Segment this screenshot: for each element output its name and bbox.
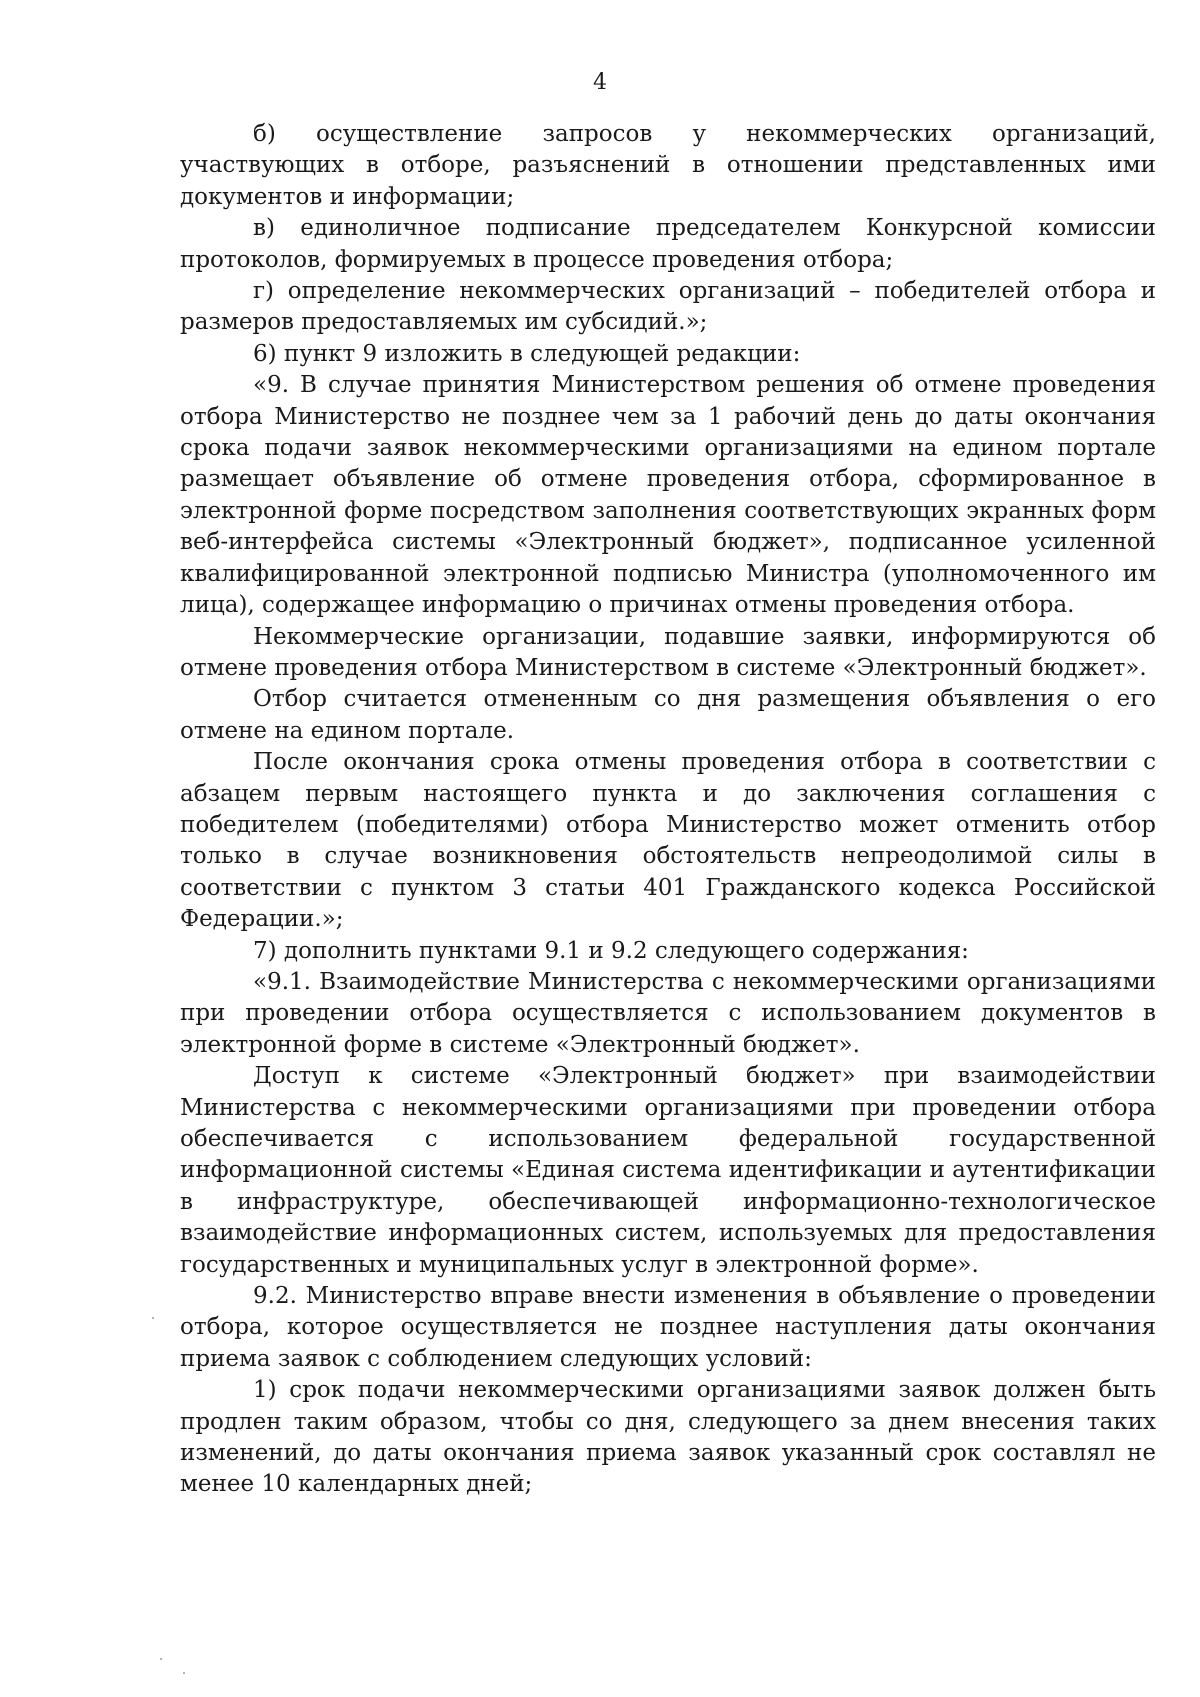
paragraph-item-7: 7) дополнить пунктами 9.1 и 9.2 следующего содержания: xyxy=(253,937,969,964)
paragraph-b: б) осуществление запросов у некоммерческих организаций, участвующих в отборе, разъяснений в отношении представленных ими документов и информации; xyxy=(180,121,1156,210)
paragraph-condition-1: 1) срок подачи некоммерческими организациями заявок должен быть продлен таким образом, чтобы со дня, следующего за днем внесения таких изменений, до даты окончания приема заявок указанный срок составлял не менее 10 календарных дней; xyxy=(180,1377,1156,1498)
paragraph-item-6: 6) пункт 9 изложить в следующей редакции: xyxy=(253,340,801,367)
document-body xyxy=(180,119,1156,1501)
paragraph-cancellation-date: Отбор считается отмененным со дня размещения объявления о его отмене на едином портале. xyxy=(180,686,1156,744)
paragraph-clause-9-2: 9.2. Министерство вправе внести изменения в объявление о проведении отбора, которое осуществляется не позднее наступления даты окончания приема заявок с соблюдением следующих условий: xyxy=(180,1283,1156,1372)
paragraph-clause-9-1: «9.1. Взаимодействие Министерства с некоммерческими организациями при проведении отбора осуществляется с использованием документов в электронной форме в системе «Электронный бюджет». xyxy=(180,968,1156,1058)
paragraph-g: г) определение некоммерческих организаций – победителей отбора и размеров предоставляемых им субсидий.»; xyxy=(180,278,1156,336)
scan-speck xyxy=(152,1317,154,1319)
paragraph-v: в) единоличное подписание председателем Конкурсной комиссии протоколов, формируемых в процессе проведения отбора; xyxy=(180,215,1156,273)
paragraph-notification: Некоммерческие организации, подавшие заявки, информируются об отмене проведения отбора Министерством в системе «Электронный бюджет». xyxy=(180,623,1156,681)
paragraph-force-majeure: После окончания срока отмены проведения отбора в соответствии с абзацем первым настоящего пункта и до заключения соглашения с победителем (победителями) отбора Министерство может отменить отбор только в случае возникновения обстоятельств непреодолимой силы в соответствии с пунктом 3 статьи 401 Гражданского кодекса Российской Федерации.»; xyxy=(180,749,1156,933)
paragraph-clause-9: «9. В случае принятия Министерством решения об отмене проведения отбора Министерство не позднее чем за 1 рабочий день до даты окончания срока подачи заявок некоммерческими организациями на едином портале размещает объявление об отмене проведения отбора, сформированное в электронной форме посредством заполнения соответствующих экранных форм веб-интерфейса системы «Электронный бюджет», подписанное усиленной квалифицированной электронной подписью Министра (уполномоченного им лица), содержащее информацию о причинах отмены проведения отбора. xyxy=(180,372,1156,619)
scan-speck xyxy=(160,1658,162,1660)
scan-speck xyxy=(183,1672,185,1674)
paragraph-system-access: Доступ к системе «Электронный бюджет» при взаимодействии Министерства с некоммерческими организациями при проведении отбора обеспечивается с использованием федеральной государственной информационной системы «Единая система идентификации и аутентификации в инфраструктуре, обеспечивающей информационно-технологическое взаимодействие информационных систем, используемых для предоставления государственных и муниципальных услуг в электронной форме». xyxy=(180,1063,1156,1278)
page-number: 4 xyxy=(593,70,607,95)
